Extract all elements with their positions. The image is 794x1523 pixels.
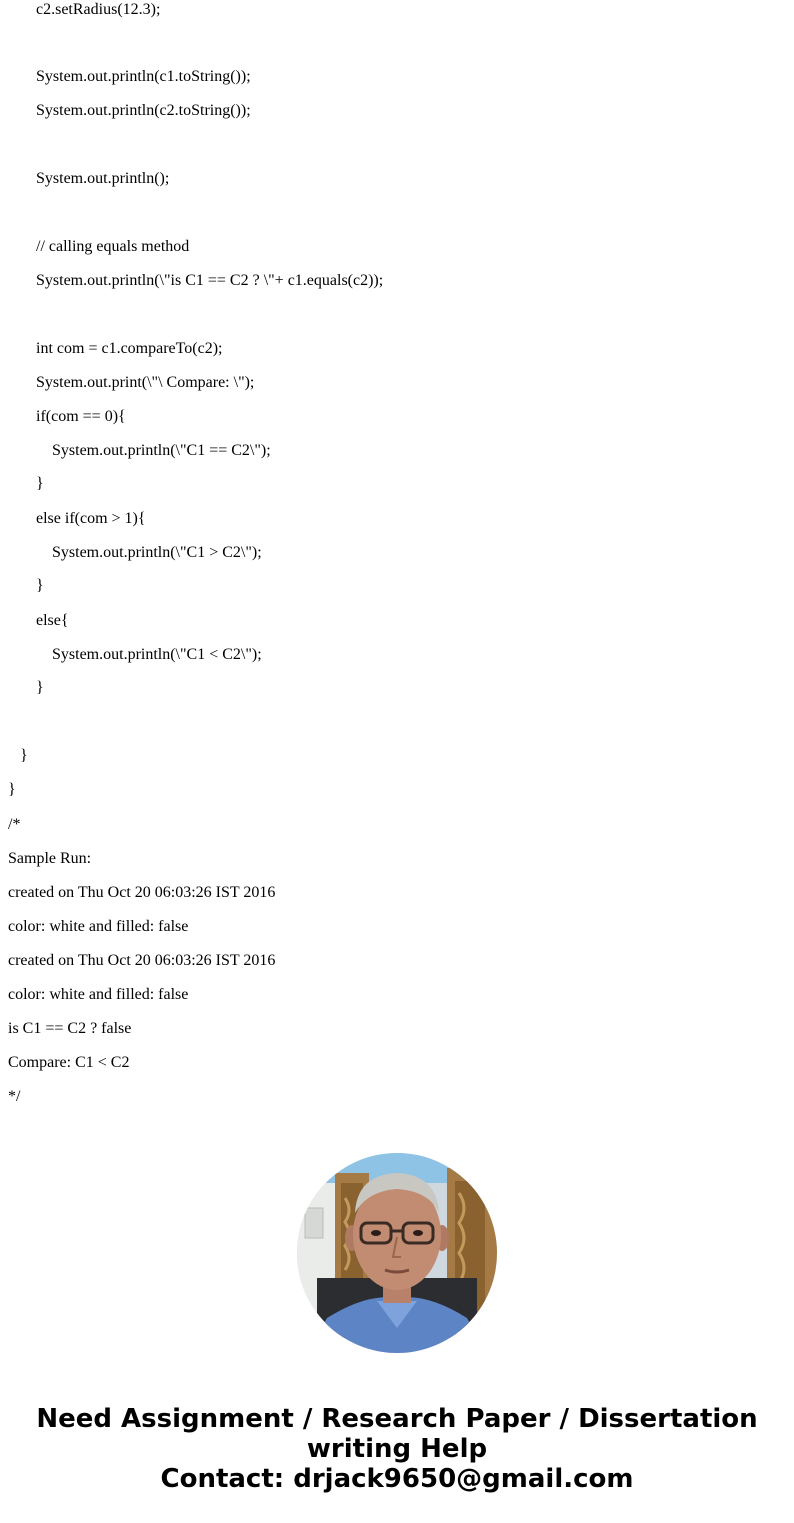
promo-banner bbox=[0, 1404, 794, 1494]
code-comment-line: // calling equals method bbox=[36, 238, 190, 255]
sample-output-line: color: white and filled: false bbox=[8, 986, 189, 1003]
promo-contact-line: Contact: drjack9650@gmail.com bbox=[160, 1464, 634, 1494]
code-line: System.out.println(\"C1 > C2\"); bbox=[52, 544, 262, 561]
code-line: if(com == 0){ bbox=[36, 408, 126, 425]
code-line: } bbox=[36, 577, 44, 594]
code-line: System.out.print(\"\ Compare: \"); bbox=[36, 374, 255, 391]
code-line: System.out.println(\"is C1 == C2 ? \"+ c1.equals(c2)); bbox=[36, 272, 384, 289]
sample-output-line: created on Thu Oct 20 06:03:26 IST 2016 bbox=[8, 952, 276, 969]
sample-run-heading: Sample Run: bbox=[8, 850, 92, 867]
code-line: else if(com > 1){ bbox=[36, 510, 146, 527]
sample-output-line: Compare: C1 < C2 bbox=[8, 1054, 130, 1071]
code-line: c2.setRadius(12.3); bbox=[36, 1, 161, 18]
sample-output-line: created on Thu Oct 20 06:03:26 IST 2016 bbox=[8, 884, 276, 901]
code-comment-open: /* bbox=[8, 816, 21, 833]
code-line: else{ bbox=[36, 612, 69, 629]
code-line: System.out.println(c1.toString()); bbox=[36, 68, 251, 85]
code-line: System.out.println(\"C1 == C2\"); bbox=[52, 442, 271, 459]
promo-line-2: writing Help bbox=[306, 1434, 488, 1464]
code-line: System.out.println(); bbox=[36, 170, 170, 187]
sample-output-line: is C1 == C2 ? false bbox=[8, 1020, 132, 1037]
code-line: } bbox=[36, 679, 44, 696]
promo-line-1: Need Assignment / Research Paper / Dissertation bbox=[36, 1404, 758, 1434]
code-line: System.out.println(\"C1 < C2\"); bbox=[52, 646, 262, 663]
code-line: } bbox=[36, 475, 44, 492]
code-comment-close: */ bbox=[8, 1088, 21, 1105]
code-line: System.out.println(c2.toString()); bbox=[36, 102, 251, 119]
code-line: int com = c1.compareTo(c2); bbox=[36, 340, 223, 357]
author-avatar bbox=[297, 1153, 497, 1353]
code-line: } bbox=[8, 781, 16, 798]
sample-output-line: color: white and filled: false bbox=[8, 918, 189, 935]
code-line: } bbox=[20, 747, 28, 764]
